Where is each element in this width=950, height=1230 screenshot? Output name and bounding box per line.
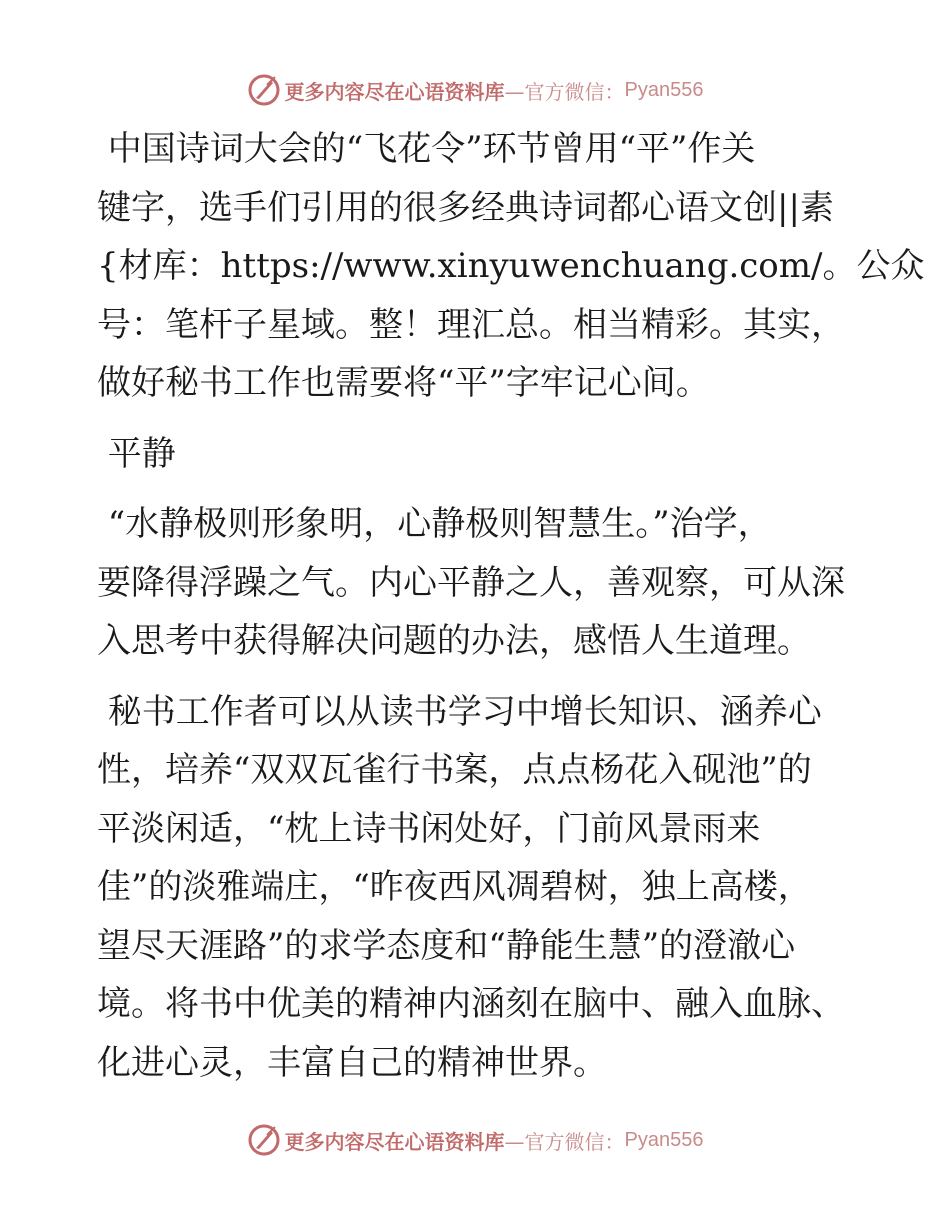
quill-pen-seal-icon	[247, 1123, 281, 1157]
text-line: 望尽天涯路”的求学态度和“静能生慧”的澄澈心	[97, 925, 796, 966]
text-line: 秘书工作者可以从读书学习中增长知识、涵养心	[97, 691, 822, 732]
text-line: 化进心灵，丰富自己的精神世界。	[97, 1042, 607, 1083]
text-line: 做好秘书工作也需要将“平”字牢记心间。	[97, 363, 710, 403]
text-line: 中国诗词大会的“飞花令”环节曾用“平”作关	[97, 129, 756, 169]
text-line: 号：笔杆子星域。整！理汇总。相当精彩。其实，	[97, 304, 845, 345]
quill-pen-seal-icon	[247, 73, 281, 107]
document-body	[97, 120, 925, 1092]
section-heading-pingjing	[97, 425, 857, 484]
text-line: “水静极则形象明，心静极则智慧生。”治学，	[97, 504, 772, 544]
banner-wechat-id: Pyan556	[624, 78, 704, 101]
banner-main-text: 更多内容尽在心语资料库	[284, 1129, 505, 1154]
paragraph-reading	[97, 683, 857, 1093]
text-line: 入思考中获得解决问题的办法，感悟人生道理。	[97, 621, 811, 661]
banner-dash-text: —官方微信：	[504, 79, 625, 104]
text-line: 键字，选手们引用的很多经典诗词都心语文创||素	[97, 187, 834, 228]
paragraph-intro	[97, 120, 925, 413]
text-line: 佳”的淡雅端庄，“昨夜西风凋碧树，独上高楼，	[97, 867, 812, 907]
text-line: 境。将书中优美的精神内涵刻在脑中、融入血脉、	[97, 984, 845, 1024]
text-line: 平静	[97, 433, 176, 474]
banner-wechat-id: Pyan556	[624, 1128, 704, 1151]
text-line: 平淡闲适，“枕上诗书闲处好，门前风景雨来	[97, 808, 761, 849]
paragraph-quote	[97, 495, 857, 671]
text-line: {材库：https://www.xinyuwenchuang.com/。公众	[97, 246, 925, 286]
text-line: 要降得浮躁之气。内心平静之人，善观察，可从深	[97, 562, 845, 603]
header-banner	[0, 70, 950, 110]
text-line: 性，培养“双双瓦雀行书案，点点杨花入砚池”的	[97, 750, 812, 790]
banner-main-text: 更多内容尽在心语资料库	[284, 79, 505, 104]
footer-banner	[0, 1120, 950, 1160]
banner-dash-text: —官方微信：	[504, 1129, 625, 1154]
